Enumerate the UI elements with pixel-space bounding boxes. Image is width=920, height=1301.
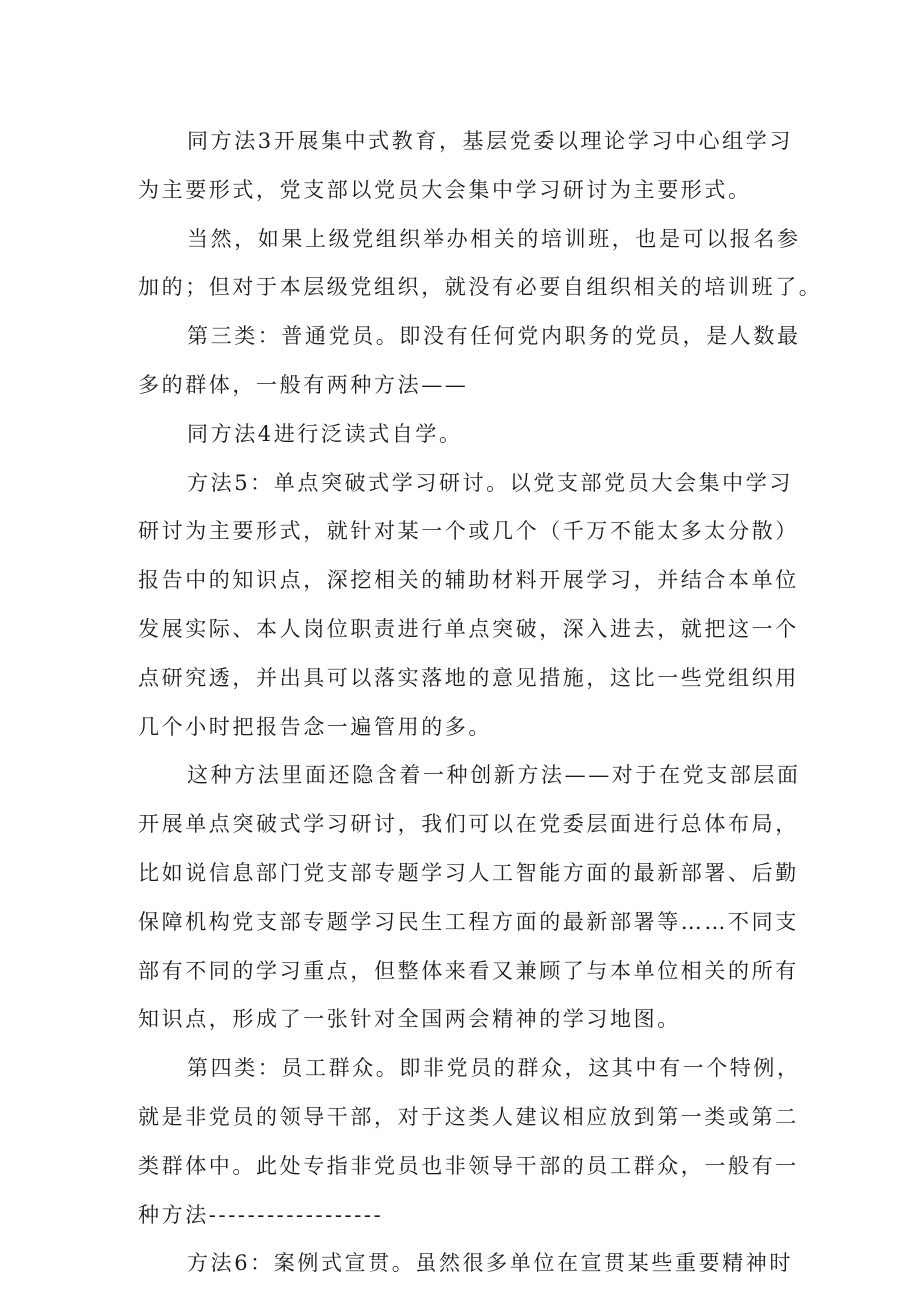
text-line: 发展实际、本人岗位职责进行单点突破，深入进去，就把这一个: [138, 616, 799, 641]
text-line: 就是非党员的领导干部，对于这类人建议相应放到第一类或第二: [138, 1104, 799, 1129]
text-line: 知识点，形成了一张针对全国两会精神的学习地图。: [138, 1007, 681, 1032]
text-line: 种方法------------------: [138, 1202, 384, 1227]
text-line: 开展单点突破式学习研讨，我们可以在党委层面进行总体布局，: [138, 812, 799, 837]
text-line: 部有不同的学习重点，但整体来看又兼顾了与本单位相关的所有: [138, 958, 799, 983]
text-line: 方法5：单点突破式学习研讨。以党支部党员大会集中学习: [187, 470, 793, 495]
text-line: 多的群体，一般有两种方法——: [138, 372, 469, 397]
text-line: 同方法3开展集中式教育，基层党委以理论学习中心组学习: [187, 129, 793, 153]
text-line: 当然，如果上级党组织举办相关的培训班，也是可以报名参: [187, 226, 801, 251]
text-line: 比如说信息部门党支部专题学习人工智能方面的最新部署、后勤: [138, 860, 799, 885]
text-line: 类群体中。此处专指非党员也非领导干部的员工群众，一般有一: [138, 1153, 799, 1178]
text-line: 第三类：普通党员。即没有任何党内职务的党员，是人数最: [187, 324, 801, 349]
text-line: 为主要形式，党支部以党员大会集中学习研讨为主要形式。: [138, 177, 752, 202]
text-line: 报告中的知识点，深挖相关的辅助材料开展学习，并结合本单位: [138, 568, 799, 593]
text-line: 方法6：案例式宣贯。虽然很多单位在宣贯某些重要精神时: [187, 1251, 793, 1276]
text-line: 加的；但对于本层级党组织，就没有必要自组织相关的培训班了。: [138, 275, 823, 300]
text-line: 几个小时把报告念一遍管用的多。: [138, 714, 492, 739]
text-line: 保障机构党支部专题学习民生工程方面的最新部署等……不同支: [138, 909, 799, 934]
text-line: 研讨为主要形式，就针对某一个或几个（千万不能太多太分散）: [138, 519, 799, 544]
text-line: 这种方法里面还隐含着一种创新方法——对于在党支部层面: [187, 763, 801, 788]
text-line: 第四类：员工群众。即非党员的群众，这其中有一个特例，: [187, 1056, 801, 1081]
document-body: [138, 122, 823, 1293]
text-line: 点研究透，并出具可以落实落地的意见措施，这比一些党组织用: [138, 665, 799, 690]
text-line: 同方法4进行泛读式自学。: [187, 421, 463, 446]
